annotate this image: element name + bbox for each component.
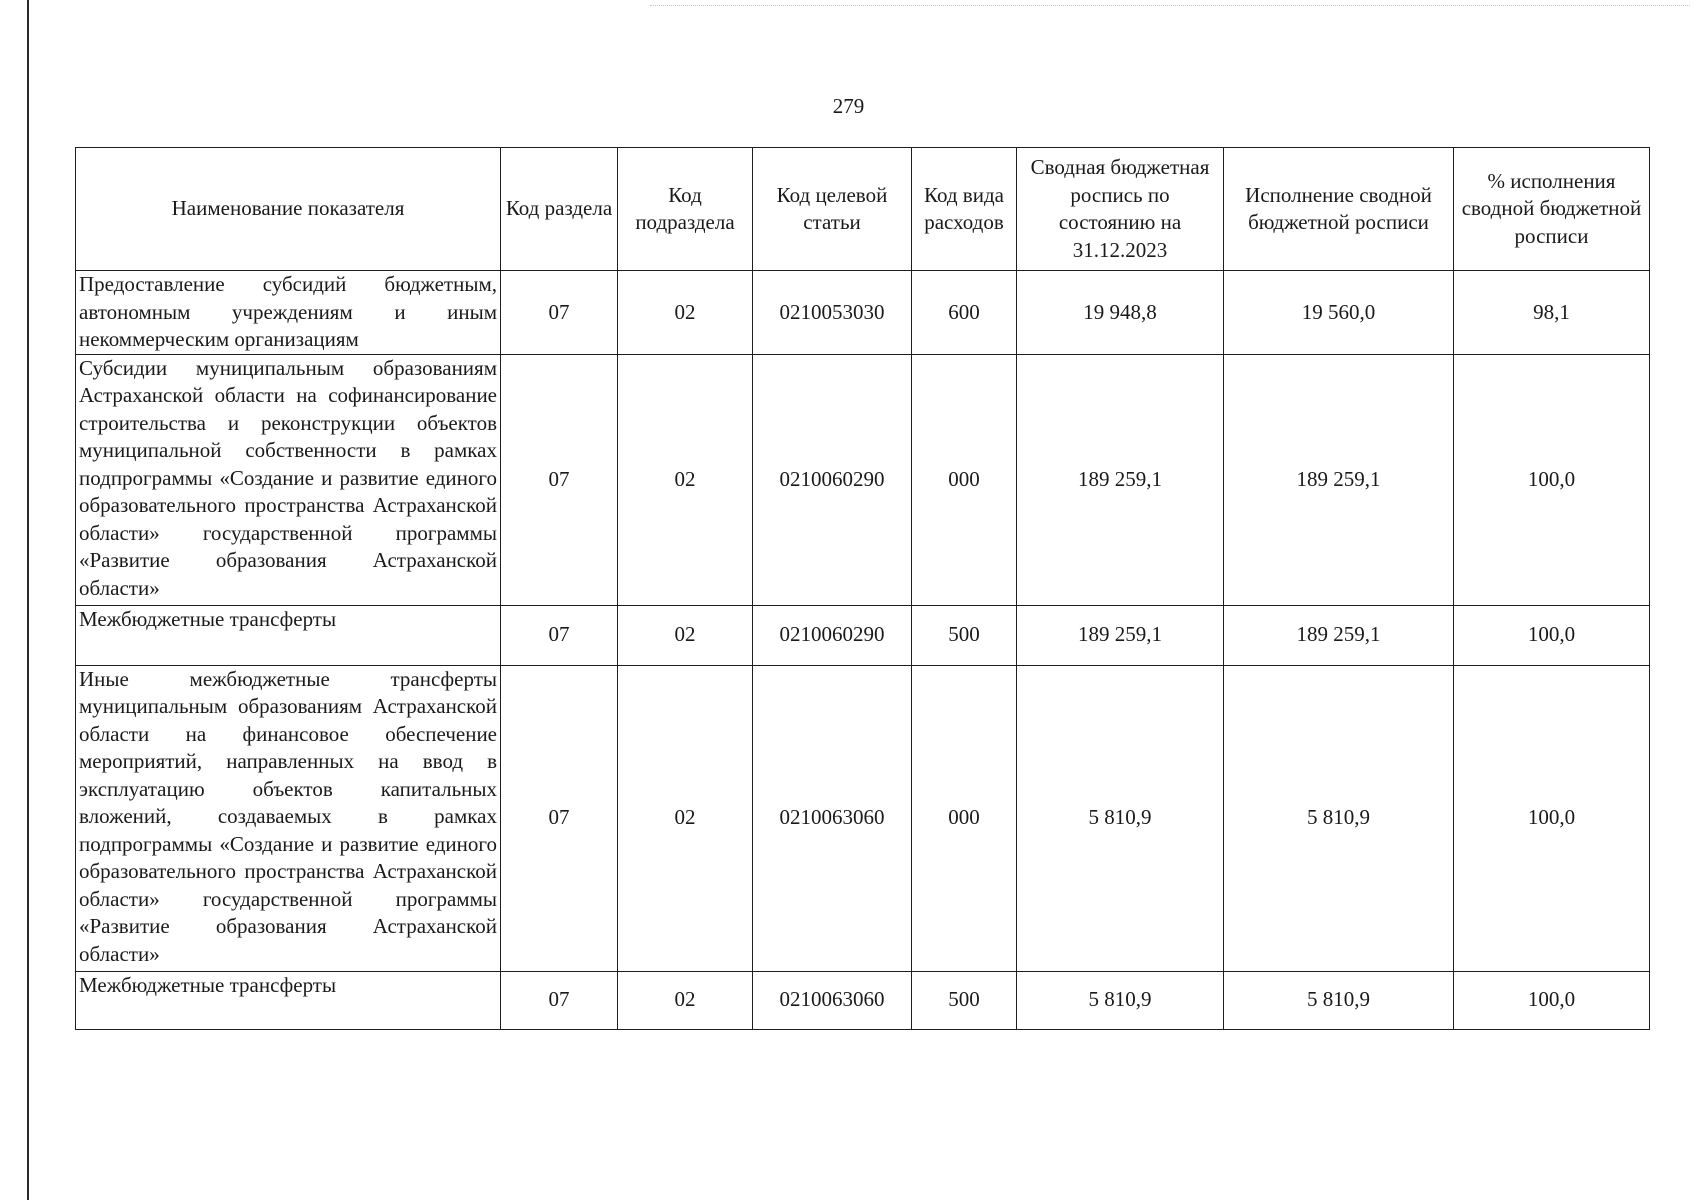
header-subsection-code: Код подраздела — [618, 148, 753, 271]
cell-execution-percent: 100,0 — [1454, 605, 1650, 665]
page-number: 279 — [832, 94, 865, 118]
cell-execution-percent: 100,0 — [1454, 354, 1650, 605]
cell-target-code: 0210060290 — [753, 354, 912, 605]
header-execution-percent: % исполнения сводной бюджетной росписи — [1454, 148, 1650, 271]
scan-artifact-line — [650, 5, 1690, 6]
header-expense-type-code: Код вида расходов — [912, 148, 1017, 271]
cell-budget-plan: 189 259,1 — [1017, 354, 1224, 605]
header-budget-execution: Исполнение сводной бюджетной росписи — [1224, 148, 1454, 271]
cell-subsection-code: 02 — [618, 971, 753, 1029]
cell-expense-type-code: 000 — [912, 665, 1017, 971]
cell-target-code: 0210053030 — [753, 271, 912, 355]
cell-subsection-code: 02 — [618, 665, 753, 971]
table-row — [76, 665, 1650, 971]
cell-target-code: 0210063060 — [753, 971, 912, 1029]
budget-execution-table — [75, 147, 1650, 1030]
cell-budget-plan: 5 810,9 — [1017, 971, 1224, 1029]
cell-name: Иные межбюджетные трансферты муниципальным образованиям Астраханской области на финансовое обеспечение мероприятий, направленных на ввод в эксплуатацию объектов капитальных вложений, создаваемых в рамках подпрограммы «Создание и развитие единого образовательного пространства Астраханской области» государственной программы «Развитие образования Астраханской области» — [76, 665, 501, 971]
cell-budget-plan: 19 948,8 — [1017, 271, 1224, 355]
cell-expense-type-code: 500 — [912, 605, 1017, 665]
cell-section-code: 07 — [501, 271, 618, 355]
cell-budget-execution: 189 259,1 — [1224, 354, 1454, 605]
header-section-code: Код раздела — [501, 148, 618, 271]
cell-section-code: 07 — [501, 605, 618, 665]
table-row — [76, 605, 1650, 665]
cell-budget-plan: 189 259,1 — [1017, 605, 1224, 665]
cell-name: Межбюджетные трансферты — [76, 605, 501, 665]
cell-execution-percent: 100,0 — [1454, 665, 1650, 971]
cell-section-code: 07 — [501, 665, 618, 971]
cell-target-code: 0210060290 — [753, 605, 912, 665]
cell-budget-execution: 19 560,0 — [1224, 271, 1454, 355]
cell-target-code: 0210063060 — [753, 665, 912, 971]
cell-budget-execution: 5 810,9 — [1224, 971, 1454, 1029]
cell-subsection-code: 02 — [618, 354, 753, 605]
cell-subsection-code: 02 — [618, 271, 753, 355]
cell-execution-percent: 100,0 — [1454, 971, 1650, 1029]
cell-name: Межбюджетные трансферты — [76, 971, 501, 1029]
header-budget-plan: Сводная бюджетная роспись по состоянию на 31.12.2023 — [1017, 148, 1224, 271]
cell-name: Субсидии муниципальным образованиям Астраханской области на софинансирование строительства и реконструкции объектов муниципальной собственности в рамках подпрограммы «Создание и развитие единого образовательного пространства Астраханской области» государственной программы «Развитие образования Астраханской области» — [76, 354, 501, 605]
cell-expense-type-code: 500 — [912, 971, 1017, 1029]
table-header-row — [76, 148, 1650, 271]
cell-budget-execution: 189 259,1 — [1224, 605, 1454, 665]
table-row — [76, 271, 1650, 355]
cell-subsection-code: 02 — [618, 605, 753, 665]
table-row — [76, 971, 1650, 1029]
header-target-code: Код целевой статьи — [753, 148, 912, 271]
cell-budget-execution: 5 810,9 — [1224, 665, 1454, 971]
cell-budget-plan: 5 810,9 — [1017, 665, 1224, 971]
cell-name: Предоставление субсидий бюджетным, автономным учреждениям и иным некоммерческим организациям — [76, 271, 501, 355]
cell-expense-type-code: 000 — [912, 354, 1017, 605]
table-row — [76, 354, 1650, 605]
cell-section-code: 07 — [501, 354, 618, 605]
cell-execution-percent: 98,1 — [1454, 271, 1650, 355]
cell-section-code: 07 — [501, 971, 618, 1029]
cell-expense-type-code: 600 — [912, 271, 1017, 355]
header-name: Наименование показателя — [76, 148, 501, 271]
binding-margin-line — [27, 0, 29, 1200]
